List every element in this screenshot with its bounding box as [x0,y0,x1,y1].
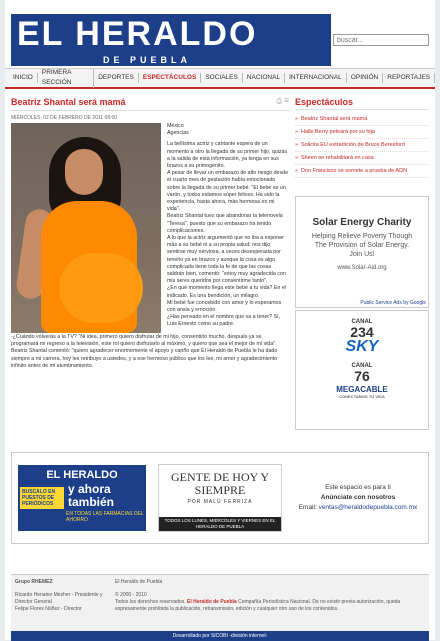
nav-inicio[interactable]: INICIO [9,73,38,83]
canal-number: 234 [350,324,374,340]
canal-number: 76 [354,368,370,384]
page [5,0,435,640]
masthead [5,0,435,69]
heraldo-ad-title: EL HERALDO [46,469,118,481]
ad-strip [11,452,429,544]
paragraph: -¿Cuándo volverás a la TV? "Ni idea, primero quiero disfrutar de mi hijo, consentirlo mucho, después ya se programará mi regreso a la televisión, este rol quiero disfrutarlo al máximo, y quiero que sea el mejor de mi vida". [11,334,277,348]
ad-footer[interactable]: Public Service Ads by Google [360,300,426,306]
sidebar-item[interactable]: » Solicita EU extradición de Bruce Beresford [295,139,429,152]
anuncie-line: Anúnciate con nosotros [320,494,396,501]
nav-espectaculos[interactable]: ESPECTÁCULOS [139,73,201,83]
paragraph: Beatriz Shantal tuvo que abandonar la telenovela "Teresa", puesto que su embarazo ha tenido complicaciones. [167,213,283,234]
heraldo-ad[interactable] [18,465,146,531]
anuncie-ad [294,483,422,513]
footer-right [115,579,425,613]
heraldo-ad-big: y ahora también [68,482,115,509]
nav-internacional[interactable]: INTERNACIONAL [285,73,347,83]
logo-main-text: EL HERALDO [17,15,258,53]
nav-deportes[interactable]: DEPORTES [94,73,139,83]
paragraph: Agencias [167,130,189,137]
site-logo[interactable] [11,14,331,54]
article-tools [277,98,289,106]
nav-nacional[interactable]: NACIONAL [243,73,285,83]
ad-title[interactable]: Solar Energy Charity [312,217,412,228]
footer-legal: Todos los derechos reservados. El Heraldo de Puebla Compañía Periodística Nacional. De no existir previa autorización, queda expresamente prohibida la publicación, retransmisión, edición y cualquier otro uso de los contenidos. [115,599,401,612]
footer-left [15,579,105,613]
nav-primera-seccion[interactable]: PRIMERA SECCIÓN [38,68,94,88]
email-label: Email: [298,504,317,511]
ad-url[interactable]: www.Solar-Aid.org [337,265,387,271]
footer [11,574,429,641]
footer-site: El Heraldo de Puebla [115,579,163,585]
article-date: MIÉRCOLES, 02 DE FEBRERO DE 2011 08:00 [11,115,118,121]
sidebar-title: Espectáculos [295,97,429,110]
article-photo [11,123,161,333]
ad-line: Helping Relieve Poverty Though The Provision of Solar Energy. Join Us! [311,233,413,258]
paragraph: A pesar de llevar un embarazo de alto riesgo desde el cuarto mes de gestación había emocionado sobre la llegada de su primer bebé. "El bebé es un varón, y todos estamos súper felices. Ha sido la experiencia, hasta ahora, más hermosa en mi vida". [167,170,289,213]
sidebar-item[interactable]: » Beatriz Shantal será mamá [295,113,429,126]
sky-logo[interactable]: SKY [345,338,379,355]
nav-opinion[interactable]: OPINIÓN [347,73,383,83]
print-icon[interactable]: ⎙ [276,98,283,105]
paragraph: Beatriz Shantal comentó: "quiero agradecer enormemente el apoyo y cariño que El Heraldo de Puebla le ha dado siempre a mi carrera, hoy les retribuyo a ustedes, y a ese hermoso público que los lee, mi amor y agradecimiento infinito antes de mi alumbramiento. [11,348,278,369]
nav-reportajes[interactable]: REPORTAJES [383,73,435,83]
gente-ad-title: GENTE DE HOY Y SIEMPRE [170,470,270,497]
heraldo-ad-small: EN TODAS LAS FARMACIAS DEL AHORRO [66,511,144,523]
article-title[interactable]: Beatriz Shantal será mamá [11,97,126,107]
main-nav [5,69,435,89]
logo-sub [11,54,331,66]
gente-ad-foot: TODOS LOS LUNES, MIÉRCOLES Y VIERNES EN EL HERALDO DE PUEBLA [159,517,281,531]
anuncie-line: Este espacio es para ti [325,484,391,491]
tv-channels [295,310,429,430]
content [5,89,435,430]
footer-person: Felipe Flores Núñez - Director [15,606,82,612]
canal-label: CANAL [351,363,373,369]
sidebar [295,97,429,430]
sidebar-item[interactable]: » Halle Berry peleará por su hija [295,126,429,139]
footer-person: Ricardo Henaine Mezher - Presidente y Director General [15,592,103,605]
email-icon[interactable]: ✉ [284,98,289,105]
sidebar-item[interactable]: » Don Francisco se somete a prueba de ADN [295,165,429,178]
sidebar-list [295,113,429,178]
paragraph: ¿Has pensado en el nombre que va a tener? Sí, Luis Ernesto como su padre. [167,314,281,328]
article-full-text [11,334,289,370]
paragraph: A lo que la actriz argumentó que no iba a exponer más a su bebé ni a su propia salud: nos dijo sentirse muy nerviosa, a veces desesperada por tenerlo ya en brazos y aunque la cosa es algo complicada tiene toda la fe de que las cosas saldrán bien, comentó: "estoy muy agradecida con mis seres queridos por consentirme tanto". [167,235,286,285]
paragraph: México [167,123,184,129]
footer-copyright: © 2000 - 2010 [115,592,147,598]
nav-sociales[interactable]: SOCIALES [201,73,243,83]
megacable-logo[interactable]: MEGACABLE CONECTAMOS TU VIDA [336,385,388,399]
gente-ad-author: POR MALÚ FERRIZA [187,499,253,505]
article-column [11,97,289,430]
heraldo-ad-box: BUSCALO EN PUESTOS DE PERIÓDICOS [20,487,64,509]
footer-group: Grupo RHEMEZ [15,579,53,585]
sidebar-item[interactable]: » Sheen se rehabilitará en casa [295,152,429,165]
footer-credit[interactable]: Desarrollado por SICOBI -división internet- [11,631,429,641]
google-ad[interactable] [295,196,429,308]
gente-ad[interactable] [158,464,282,532]
logo-sub-text: DE PUEBLA [103,55,192,65]
paragraph: Mi bebé fue concebido con amor y lo esperamos con ansia y emoción. [167,299,282,314]
headline-bar [11,97,289,111]
email-link[interactable]: ventas@heraldodepuebla.com.mx [318,504,418,511]
article-side-text [161,123,289,333]
canal-label: CANAL [351,319,373,325]
search-input[interactable] [333,34,429,46]
paragraph: ¿En qué momento llega este bebé a tu vida? En el indicado. Es una bendición, un milagro. [167,285,286,299]
paragraph: La bellísima actriz y cantante espera de un momento a otro la llegada de su primer hijo, quizás a la salida de esta información, ya tenga en sus brazos a su primogénito. [167,141,288,170]
article-body [11,123,289,333]
